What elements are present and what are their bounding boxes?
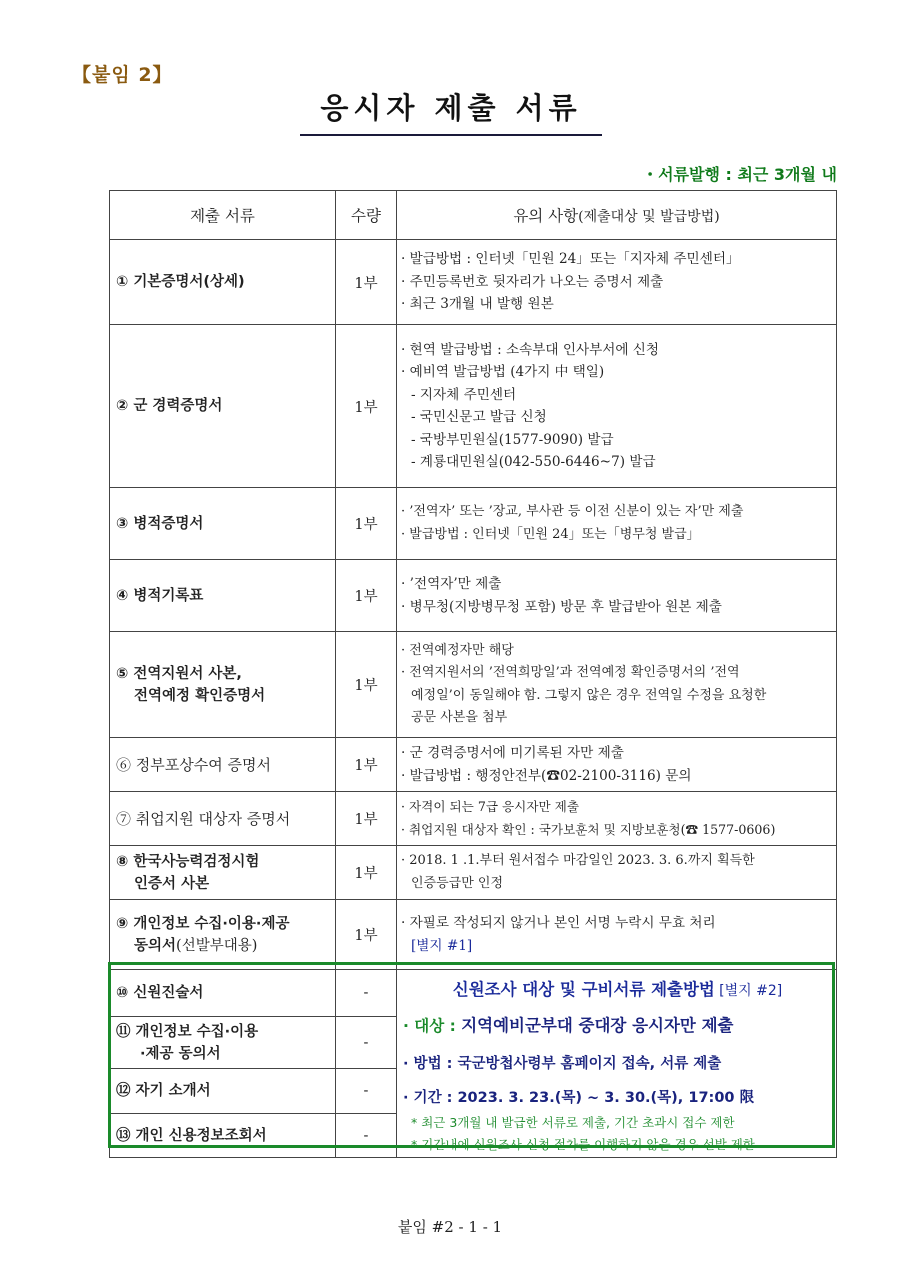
- method-line: · 방법 : 국군방첩사령부 홈페이지 접속, 서류 제출: [403, 1056, 722, 1072]
- target-value: 지역예비군부대 중대장 응시자만 제출: [461, 1016, 734, 1035]
- document-qty: 1부: [336, 488, 397, 560]
- document-qty: -: [336, 1114, 397, 1158]
- document-name: [110, 632, 336, 738]
- document-notes: [397, 846, 837, 900]
- document-notes: [397, 738, 837, 792]
- note-line: · 군 경력증명서에 미기록된 자만 제출: [401, 745, 624, 761]
- table-row: [110, 970, 837, 1017]
- document-notes: [397, 325, 837, 488]
- note-line: · 병무청(지방병무청 포함) 방문 후 발급받아 원본 제출: [401, 598, 722, 615]
- document-name-line: ⑧ 한국사능력검정시험: [116, 853, 260, 870]
- document-notes: [397, 240, 837, 325]
- table-row: [110, 488, 837, 560]
- table-row: [110, 900, 837, 970]
- document-name: ③ 병적증명서: [110, 488, 336, 560]
- note-line: - 계룡대민원실(042-550-6446~7) 발급: [411, 454, 656, 470]
- document-notes: [397, 900, 837, 970]
- document-qty: 1부: [336, 632, 397, 738]
- note-line: · 주민등록번호 뒷자리가 나오는 증명서 제출: [401, 273, 664, 290]
- issue-period-note: ・서류발행 : 최근 3개월 내: [642, 165, 837, 184]
- note-line: 공문 사본을 첨부: [411, 710, 508, 725]
- document-qty: 1부: [336, 738, 397, 792]
- document-name: [110, 846, 336, 900]
- document-name-rest: (선발부대용): [176, 937, 258, 954]
- document-name-line: ⑪ 개인정보 수집·이용: [116, 1023, 259, 1040]
- document-name: ⑩ 신원진술서: [110, 970, 336, 1017]
- note-line: - 지자체 주민센터: [411, 386, 517, 403]
- table-row: [110, 325, 837, 488]
- document-name: [110, 900, 336, 970]
- document-qty: 1부: [336, 560, 397, 632]
- note-line: · ’전역자’ 또는 ’장교, 부사관 등 이전 신분이 있는 자’만 제출: [401, 504, 744, 519]
- document-notes: [397, 792, 837, 846]
- document-name: ⑦ 취업지원 대상자 증명서: [110, 792, 336, 846]
- document-name: ② 군 경력증명서: [110, 325, 336, 488]
- note-line: · 2018. 1 .1.부터 원서접수 마감일인 2023. 3. 6.까지 획득한: [401, 853, 755, 868]
- period-line: · 기간 : 2023. 3. 23.(목) ~ 3. 30.(목), 17:00 限: [403, 1090, 755, 1106]
- document-name: ④ 병적기록표: [110, 560, 336, 632]
- note-line: 예정일’이 동일해야 함. 그렇지 않은 경우 전역일 수정을 요청한: [411, 687, 767, 703]
- header-notes: [397, 191, 837, 240]
- note-line: · ’전역자’만 제출: [401, 576, 502, 592]
- table-row: [110, 846, 837, 900]
- note-star: * 최근 3개월 내 발급한 서류로 제출, 기간 초과시 접수 제한: [411, 1115, 735, 1130]
- document-name-line: ⑤ 전역지원서 사본,: [116, 665, 242, 682]
- attachment-tag: 【붙임 2】: [72, 64, 173, 86]
- note-line: - 국방부민원실(1577-9090) 발급: [411, 431, 614, 448]
- header-notes-main: 유의 사항: [513, 207, 579, 225]
- document-qty: 1부: [336, 900, 397, 970]
- table-row: [110, 560, 837, 632]
- note-line: · 전역지원서의 ’전역희망일’과 전역예정 확인증명서의 ’전역: [401, 665, 740, 680]
- background-check-ref: [별지 #2]: [719, 983, 783, 999]
- document-qty: 1부: [336, 792, 397, 846]
- document-qty: 1부: [336, 240, 397, 325]
- document-name-line: 인증서 사본: [134, 875, 210, 892]
- document-name: ⑬ 개인 신용정보조회서: [110, 1114, 336, 1158]
- table-header-row: [110, 191, 837, 240]
- note-line: · 취업지원 대상자 확인 : 국가보훈처 및 지방보훈청(☎ 1577-0606): [401, 821, 776, 837]
- table-row: [110, 632, 837, 738]
- document-name: ① 기본증명서(상세): [110, 240, 336, 325]
- document-name: [110, 1017, 336, 1069]
- document-name-line: ⑨ 개인정보 수집·이용·제공: [116, 915, 290, 932]
- document-name: ⑥ 정부포상수여 증명서: [110, 738, 336, 792]
- note-line: · 최근 3개월 내 발행 원본: [401, 296, 554, 313]
- document-notes: [397, 560, 837, 632]
- background-check-panel: [397, 970, 837, 1158]
- document-name-line: ·제공 동의서: [140, 1045, 221, 1062]
- note-star: * 기간내에 신원조사 신청 절차를 이행하지 않을 경우 선발 제한: [411, 1137, 755, 1152]
- document-qty: -: [336, 1017, 397, 1069]
- document-qty: 1부: [336, 325, 397, 488]
- note-line: · 발급방법 : 인터넷「민원 24」또는「지자체 주민센터」: [401, 251, 740, 268]
- note-line: · 현역 발급방법 : 소속부대 인사부서에 신청: [401, 341, 660, 358]
- header-quantity: 수량: [336, 191, 397, 240]
- target-label: · 대상 :: [403, 1017, 462, 1035]
- header-notes-sub: (제출대상 및 발급방법): [578, 209, 720, 225]
- header-documents: 제출 서류: [110, 191, 336, 240]
- note-line: · 전역예정자만 해당: [401, 642, 514, 658]
- document-notes: [397, 632, 837, 738]
- note-line: - 국민신문고 발급 신청: [411, 409, 547, 425]
- note-line: [별지 #1]: [411, 937, 473, 954]
- table-row: [110, 738, 837, 792]
- page-title: 응시자 제출 서류: [300, 86, 602, 136]
- document-qty: -: [336, 1069, 397, 1114]
- note-line: · 자필로 작성되지 않거나 본인 서명 누락시 무효 처리: [401, 915, 716, 931]
- note-line: 인증등급만 인정: [411, 875, 504, 891]
- table-row: [110, 792, 837, 846]
- background-check-title: 신원조사 대상 및 구비서류 제출방법: [452, 980, 715, 999]
- document-qty: 1부: [336, 846, 397, 900]
- note-line: · 발급방법 : 행정안전부(☎02-2100-3116) 문의: [401, 767, 692, 784]
- note-line: · 발급방법 : 인터넷「민원 24」또는「병무청 발급」: [401, 526, 700, 542]
- document-name-line: 전역예정 확인증명서: [134, 687, 266, 704]
- document-qty: -: [336, 970, 397, 1017]
- document-name-bold: 동의서: [134, 937, 177, 954]
- document-table: [109, 190, 837, 1158]
- note-line: · 자격이 되는 7급 응시자만 제출: [401, 799, 580, 814]
- document-name: ⑫ 자기 소개서: [110, 1069, 336, 1114]
- document-notes: [397, 488, 837, 560]
- note-line: · 예비역 발급방법 (4가지 中 택일): [401, 364, 605, 380]
- page-footer: 붙임 #2 - 1 - 1: [397, 1218, 503, 1236]
- table-row: [110, 240, 837, 325]
- document-name-line: [116, 935, 334, 957]
